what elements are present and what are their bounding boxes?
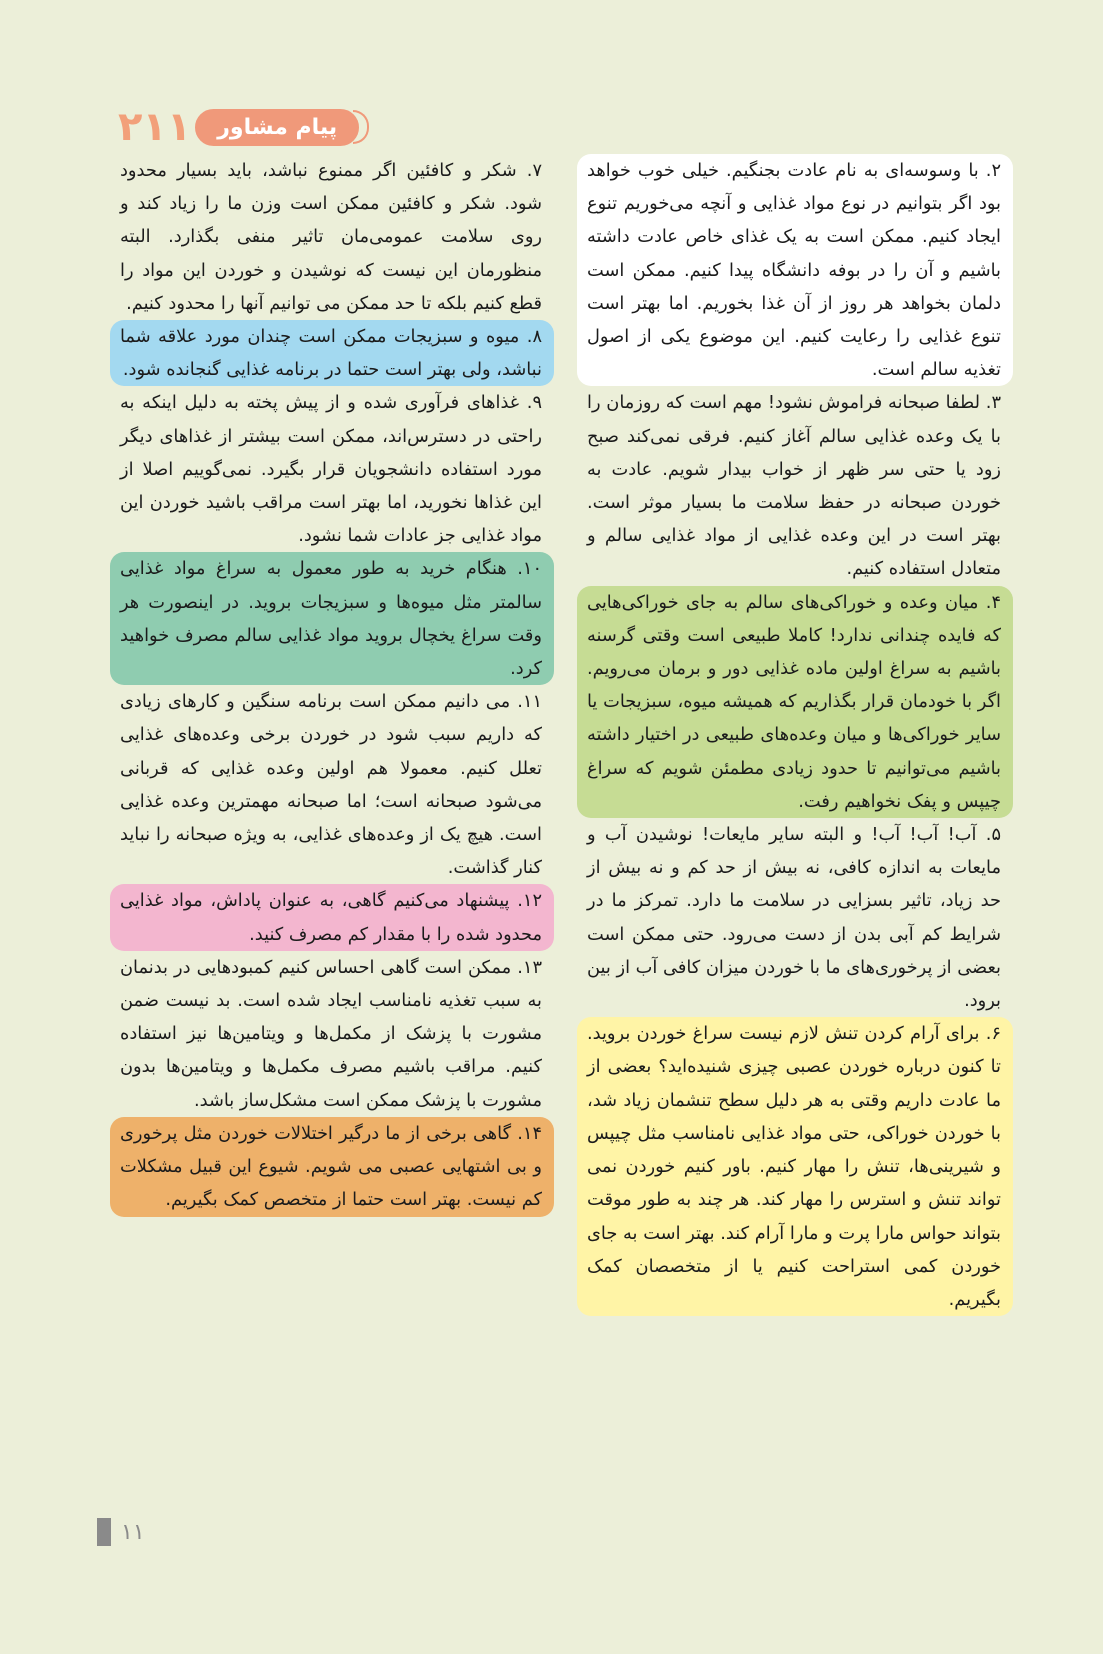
masthead xyxy=(118,104,369,150)
tip-9 xyxy=(110,386,554,552)
page-footer xyxy=(97,1518,145,1546)
brand-pill-tail xyxy=(353,110,369,144)
tip-number: ۸. xyxy=(526,326,542,348)
tip-number: ۱۲. xyxy=(517,890,542,912)
tip-number: ۷. xyxy=(526,160,542,181)
tip-10 xyxy=(110,552,554,685)
tip-text: هنگام خرید به طور معمول به سراغ مواد غذایی سالمتر مثل میوه‌ها و سبزیجات بروید. در اینصورت هر وقت سراغ یخچال بروید مواد غذایی سالم مصرف خواهید کرد. xyxy=(120,558,542,680)
tip-text: آب! آب! آب! و البته سایر مایعات! نوشیدن آب و مایعات به اندازه کافی، نه بیش از حد کم و نه بیش از حد زیاد، تاثیر بسزایی در سلامت ما دارد. تمرکز ما در شرایط کم آبی بدن از دست می‌رود. حتی ممکن است بعضی از پرخوری‌های ما با خوردن میزان کافی آب از بین برود. xyxy=(587,824,1001,1012)
tip-6 xyxy=(577,1017,1013,1316)
tip-text: میان وعده و خوراکی‌های سالم به جای خوراکی‌هایی که فایده چندانی ندارد! کاملا طبیعی است وقتی گرسنه باشیم به سراغ اولین ماده غذایی دور و برمان می‌رویم. اگر با خودمان قرار بگذاریم که همیشه میوه، سبزیجات یا سایر خوراکی‌ها و میان وعده‌های طبیعی در اختیار داشته باشیم می‌توانیم تا حدود زیادی مطمئن شویم که سراغ چیپس و پفک نخواهیم رفت. xyxy=(587,591,1001,812)
tip-text: پیشنهاد می‌کنیم گاهی، به عنوان پاداش، مواد غذایی محدود شده را با مقدار کم مصرف کنید. xyxy=(120,890,542,945)
tip-text: غذاهای فرآوری شده و از پیش پخته به دلیل اینکه به راحتی در دسترس‌اند، ممکن است بیشتر از غذاهای دیگر مورد استفاده دانشجویان قرار بگیرد. نمی‌گوییم اصلا از این غذاها نخورید، اما بهتر است مراقب باشید خوردن این مواد غذایی جز عادات شما نشود. xyxy=(120,392,542,547)
left-column xyxy=(110,154,554,1217)
tip-14 xyxy=(110,1117,554,1217)
footer-bar-mark xyxy=(97,1518,111,1546)
page-number: ۱۱ xyxy=(121,1519,145,1545)
tip-3 xyxy=(577,386,1013,585)
issue-number: ۲۱۱ xyxy=(118,104,192,150)
tip-text: برای آرام کردن تنش لازم نیست سراغ خوردن بروید. تا کنون درباره خوردن عصبی چیزی شنیده‌اید؟ بعضی از ما عادت داریم وقتی به هر دلیل سطح تنشمان زیاد شد، با خوردن خوراکی، حتی مواد غذایی نامناسب مثل چیپس و شیرینی‌ها، تنش را مهار کنیم. باور کنیم خوردن نمی تواند تنش و استرس را مهار کند. هر چند به طور موقت بتواند حواس مارا پرت و مارا آرام کند. بهتر است به جای خوردن کمی استراحت کنیم یا از متخصصان کمک بگیریم. xyxy=(587,1023,1001,1310)
right-column xyxy=(577,154,1013,1316)
tip-number: ۶. xyxy=(985,1023,1001,1045)
tip-number: ۵. xyxy=(985,824,1001,846)
tip-text: میوه و سبزیجات ممکن است چندان مورد علاقه شما نباشد، ولی بهتر است حتما در برنامه غذایی گنجانده شود. xyxy=(120,326,542,381)
tip-5 xyxy=(577,818,1013,1017)
tip-text: می دانیم ممکن است برنامه سنگین و کارهای زیادی که داریم سبب شود در خوردن برخی وعده‌های غذایی تعلل کنیم. معمولا هم اولین وعده غذایی که قربانی می‌شود صبحانه است؛ اما صبحانه مهمترین وعده غذایی است. هیچ یک از وعده‌های غذایی، به ویژه صبحانه را نباید کنار گذاشت. xyxy=(120,691,542,879)
tip-text: گاهی برخی از ما درگیر اختلالات خوردن مثل پرخوری و بی اشتهایی عصبی می شویم. شیوع این قبیل مشکلات کم نیست. بهتر است حتما از متخصص کمک بگیریم. xyxy=(120,1122,542,1211)
brand-name: پیام مشاور xyxy=(195,109,359,146)
tip-number: ۱۳. xyxy=(517,956,542,978)
tip-number: ۹. xyxy=(526,392,543,414)
tip-number: ۴. xyxy=(985,591,1001,613)
tip-text: با وسوسه‌ای به نام عادت بجنگیم. خیلی خوب خواهد بود اگر بتوانیم در نوع مواد غذایی و آنچه می‌خوریم تنوع ایجاد کنیم. ممکن است به یک غذای خاص عادت داشته باشیم و آن را در بوفه دانشگاه پیدا کنیم. ممکن است دلمان بخواهد هر روز از آن غذا بخوریم. اما بهتر است تنوع غذایی را رعایت کنیم. این موضوع یکی از اصول تغذیه سالم است. xyxy=(587,160,1001,381)
tip-number: ۱۴. xyxy=(517,1122,543,1144)
tip-12 xyxy=(110,884,554,950)
tip-number: ۳. xyxy=(985,392,1002,414)
tip-number: ۱۱. xyxy=(517,691,542,713)
tip-4 xyxy=(577,586,1013,818)
tip-text: ممکن است گاهی احساس کنیم کمبودهایی در بدنمان به سبب تغذیه نامناسب ایجاد شده است. بد نیست ضمن مشورت با پزشک از مکمل‌ها و ویتامین‌ها نیز استفاده کنیم. مراقب باشیم مصرف مکمل‌ها و ویتامین‌ها بدون مشورت با پزشک ممکن است مشکل‌ساز باشد. xyxy=(120,956,542,1111)
tip-2 xyxy=(577,154,1013,386)
tip-number: ۱۰. xyxy=(517,558,542,580)
tip-number: ۲. xyxy=(985,160,1001,181)
tip-text: شکر و کافئین اگر ممنوع نباشد، باید بسیار محدود شود. شکر و کافئین ممکن است وزن ما را زیاد کند و روی سلامت عمومی‌مان تاثیر منفی بگذارد. البته منظورمان این نیست که نوشیدن و خوردن این مواد را قطع کنیم بلکه تا حد ممکن می توانیم آنها را محدود کنیم. xyxy=(120,160,542,314)
tip-text: لطفا صبحانه فراموش نشود! مهم است که روزمان را با یک وعده غذایی سالم آغاز کنیم. فرقی نمی‌کند صبح زود یا حتی سر ظهر از خواب بیدار شویم. عادت به خوردن صبحانه در حفظ سلامت ما بسیار موثر است. بهتر است در این وعده غذایی از مواد غذایی سالم و متعادل استفاده کنیم. xyxy=(587,392,1001,580)
tip-7 xyxy=(110,154,554,320)
tip-8 xyxy=(110,320,554,386)
tip-11 xyxy=(110,685,554,884)
tip-13 xyxy=(110,951,554,1117)
